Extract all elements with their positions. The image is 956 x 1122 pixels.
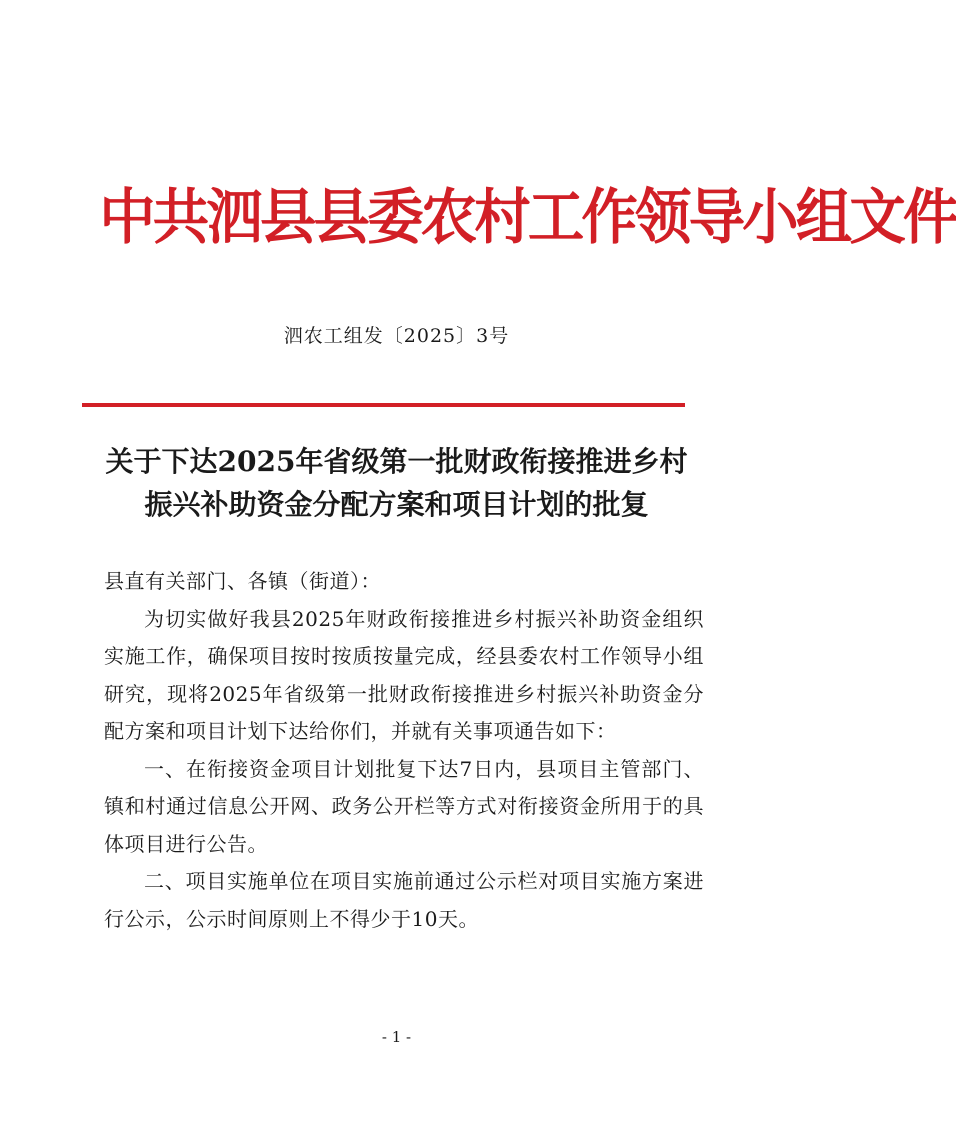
document-number: 泗农工组发〔2025〕3号	[283, 325, 510, 347]
document-title-line-1: 关于下达2025年省级第一批财政衔接推进乡村	[105, 445, 688, 478]
red-divider-line	[82, 403, 685, 407]
document-title-line-2: 振兴补助资金分配方案和项目计划的批复	[144, 488, 649, 521]
document-title	[80, 440, 713, 526]
body-paragraph-3: 二、项目实施单位在项目实施前通过公示栏对项目实施方案进行公示，公示时间原则上不得少于10天。	[104, 869, 704, 931]
body-paragraph-1: 为切实做好我县2025年财政衔接推进乡村振兴补助资金组织实施工作，确保项目按时按质按量完成，经县委农村工作领导小组研究，现将2025年省级第一批财政衔接推进乡村振兴补助资金分配方案和项目计划下达给你们，并就有关事项通告如下：	[104, 606, 704, 743]
document-body	[104, 563, 704, 938]
body-paragraph-2: 一、在衔接资金项目计划批复下达7日内，县项目主管部门、镇和村通过信息公开网、政务公开栏等方式对衔接资金所用于的具体项目进行公告。	[104, 756, 704, 856]
issuing-organization-title: 中共泗县县委农村工作领导小组文件	[99, 183, 956, 253]
page-number: - 1 -	[381, 1028, 412, 1046]
addressee: 县直有关部门、各镇（街道）：	[104, 569, 381, 593]
